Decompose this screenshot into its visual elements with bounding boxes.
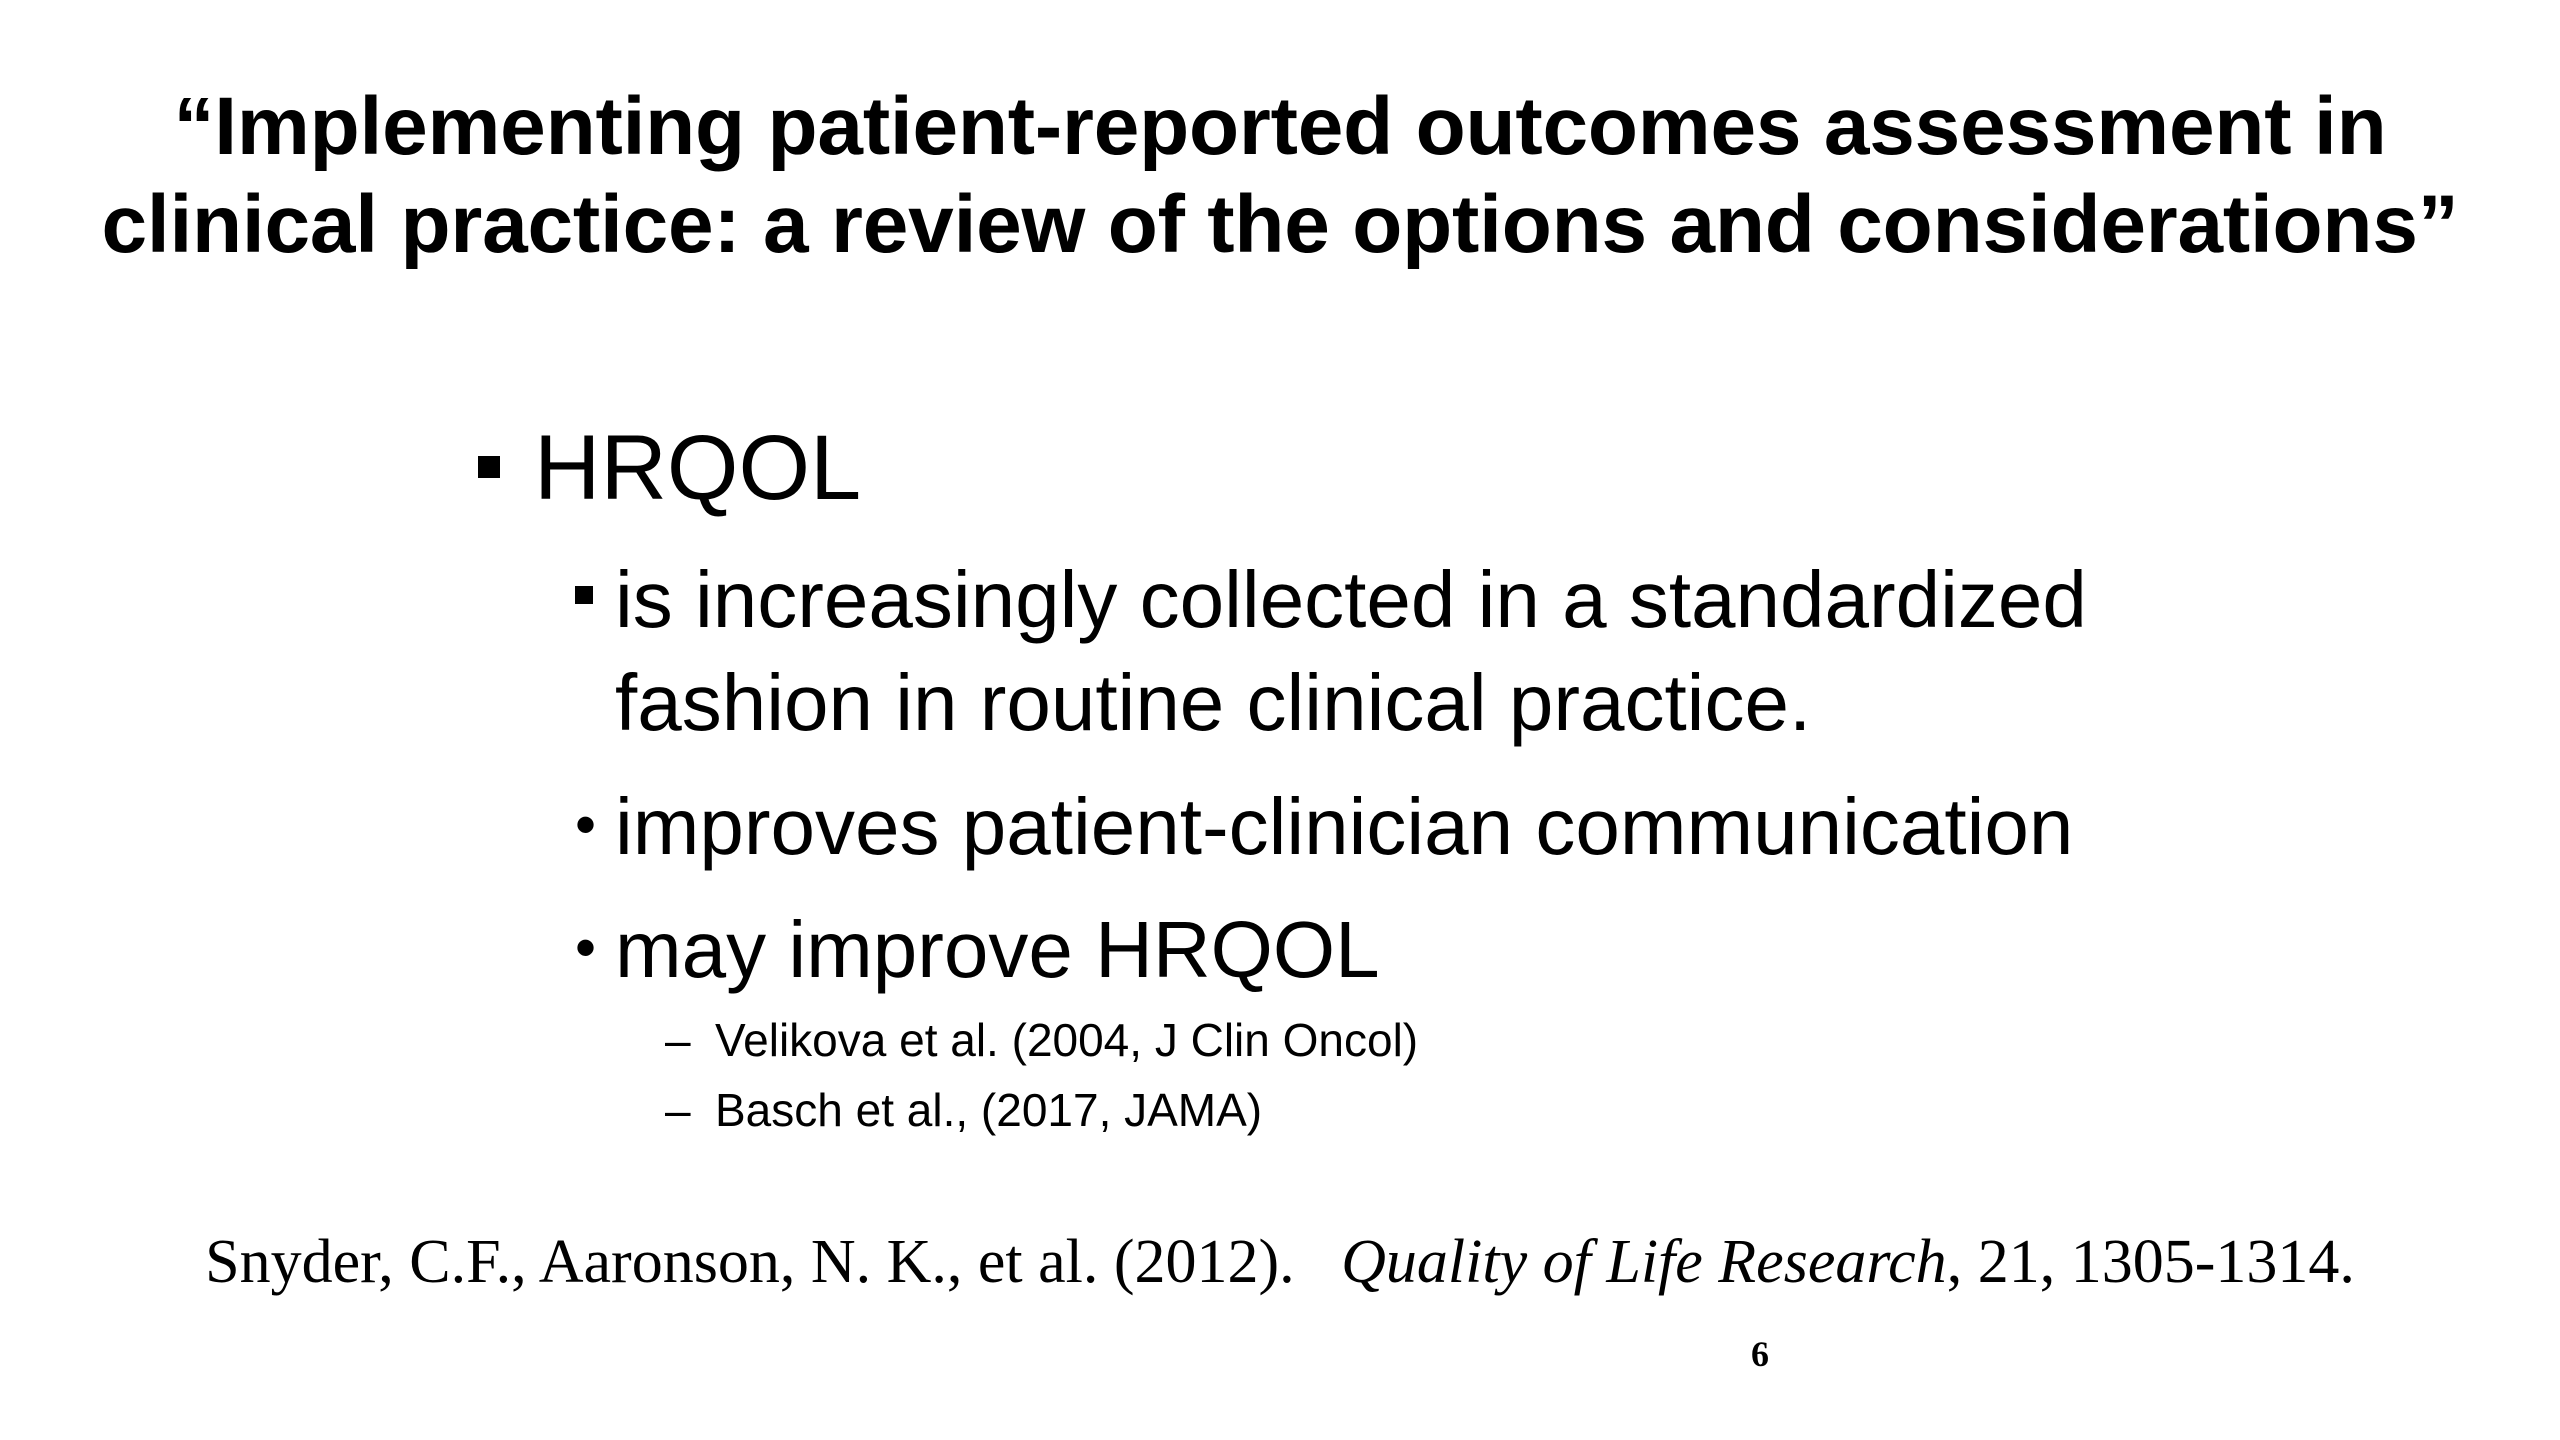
bullet-hrqol	[478, 418, 861, 518]
bullet-communication	[575, 775, 2073, 878]
bullet-standardized-line-1: is increasingly collected in a standardized	[615, 555, 2087, 644]
dash-bullet-icon: –	[665, 1084, 691, 1136]
bullet-communication-text: improves patient-clinician communication	[615, 782, 2074, 871]
citation	[0, 1222, 2560, 1302]
citation-journal: Quality of Life Research	[1341, 1228, 1947, 1296]
bullet-standardized-line-2: fashion in routine clinical practice.	[615, 658, 1812, 747]
reference-basch	[665, 1080, 1262, 1140]
bullet-standardized	[575, 548, 2087, 754]
reference-basch-text: Basch et al., (2017, JAMA)	[715, 1084, 1263, 1136]
citation-details: , 21, 1305-1314.	[1946, 1228, 2355, 1296]
reference-velikova-text: Velikova et al. (2004, J Clin Oncol)	[715, 1014, 1419, 1066]
bullet-standardized-text	[615, 548, 2087, 754]
dash-bullet-icon: –	[665, 1014, 691, 1066]
bullet-hrqol-text: HRQOL	[534, 417, 862, 519]
square-bullet-icon	[575, 586, 593, 604]
slide-title-line-2: clinical practice: a review of the options and considerations”	[101, 179, 2459, 270]
citation-authors: Snyder, C.F., Aaronson, N. K., et al. (2012).	[205, 1228, 1295, 1296]
dot-bullet-icon: •	[575, 791, 597, 858]
slide-title	[0, 78, 2560, 274]
bullet-improve-hrqol	[575, 898, 1380, 1001]
reference-velikova	[665, 1010, 1418, 1070]
bullet-improve-hrqol-text: may improve HRQOL	[615, 905, 1380, 994]
dot-bullet-icon: •	[575, 914, 597, 981]
square-bullet-icon	[478, 456, 500, 478]
slide-title-line-1: “Implementing patient-reported outcomes assessment in	[173, 81, 2387, 172]
page-number: 6	[1751, 1334, 1769, 1374]
